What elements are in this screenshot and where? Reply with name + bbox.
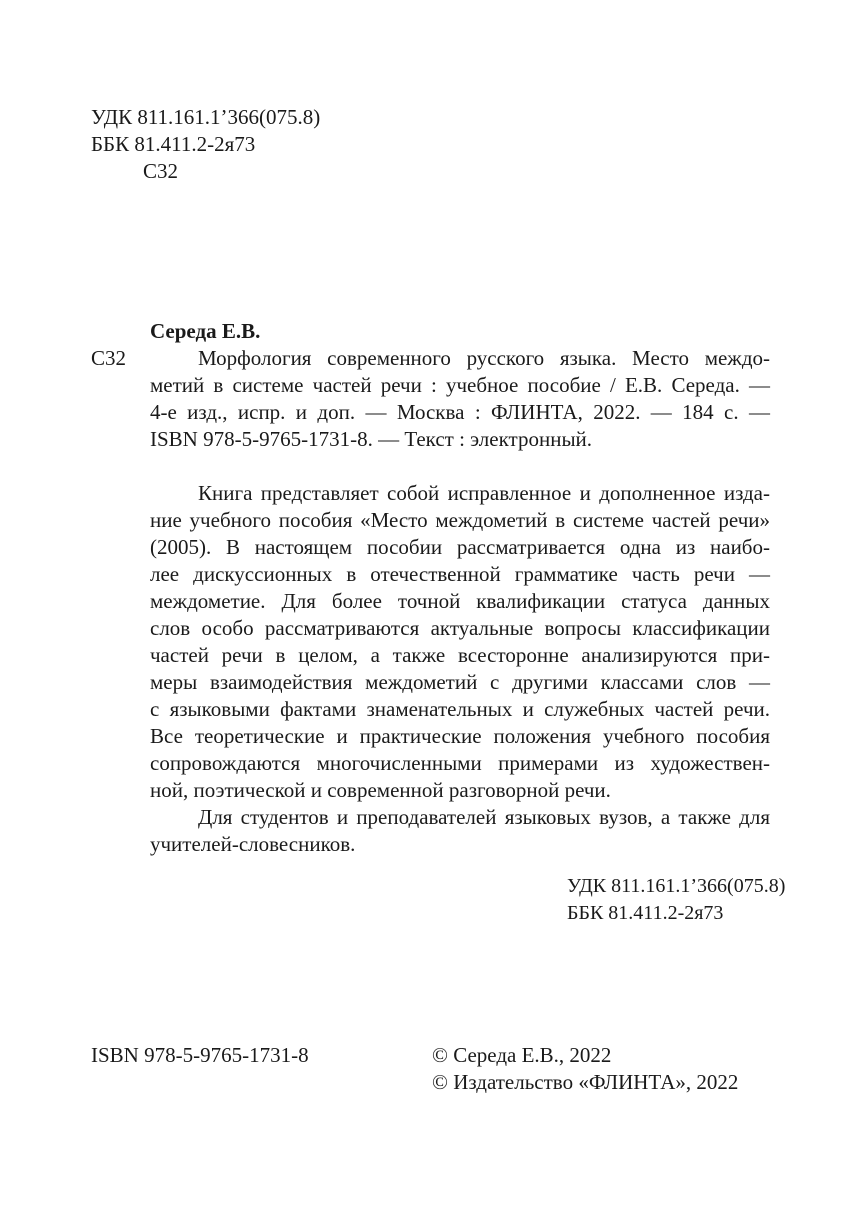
- annotation-line: сопровождаются многочисленными примерами из художествен-: [150, 751, 770, 775]
- annotation-line: лее дискуссионных в отечественной грамматике часть речи —: [150, 562, 770, 586]
- copyright-publisher: © Издательство «ФЛИНТА», 2022: [432, 1070, 739, 1094]
- annotation-line: слов особо рассматриваются актуальные вопросы классификации: [150, 616, 770, 640]
- annotation-line: учителей-словесников.: [150, 832, 356, 856]
- annotation-line: частей речи в целом, а также всесторонне анализируются при-: [150, 643, 770, 667]
- annotation-line: с языковыми фактами знаменательных и служебных частей речи.: [150, 697, 770, 721]
- udk-code-bottom: УДК 811.161.1’366(075.8): [567, 875, 786, 897]
- copyright-author: © Середа Е.В., 2022: [432, 1043, 612, 1067]
- bib-line: ISBN 978-5-9765-1731-8. — Текст : электронный.: [150, 427, 593, 451]
- bbk-code-bottom: ББК 81.411.2-2я73: [567, 902, 724, 924]
- isbn: ISBN 978-5-9765-1731-8: [91, 1043, 309, 1067]
- annotation-line: меры взаимодействия междометий с другими классами слов —: [150, 670, 770, 694]
- annotation-line: (2005). В настоящем пособии рассматривается одна из наибо-: [150, 535, 770, 559]
- annotation-line: Для студентов и преподавателей языковых вузов, а также для: [198, 805, 770, 829]
- annotation-line: междометие. Для более точной квалификации статуса данных: [150, 589, 770, 613]
- author-name: Середа Е.В.: [150, 319, 261, 343]
- udk-code-top: УДК 811.161.1’366(075.8): [91, 105, 321, 129]
- bib-line: 4-е изд., испр. и доп. — Москва : ФЛИНТА, 2022. — 184 с. —: [150, 400, 770, 424]
- annotation-line: ной, поэтической и современной разговорной речи.: [150, 778, 611, 802]
- annotation-line: Книга представляет собой исправленное и дополненное изда-: [198, 481, 770, 505]
- bib-line: метий в системе частей речи : учебное пособие / Е.В. Середа. —: [150, 373, 770, 397]
- bib-line: Морфология современного русского языка. Место междо-: [198, 346, 770, 370]
- author-sign-top: С32: [143, 159, 179, 183]
- bbk-code-top: ББК 81.411.2-2я73: [91, 132, 256, 156]
- bibliographic-description: [150, 345, 770, 453]
- author-sign-record: С32: [91, 346, 127, 370]
- annotation: [150, 480, 770, 858]
- annotation-line: ние учебного пособия «Место междометий в системе частей речи»: [150, 508, 770, 532]
- annotation-line: Все теоретические и практические положения учебного пособия: [150, 724, 770, 748]
